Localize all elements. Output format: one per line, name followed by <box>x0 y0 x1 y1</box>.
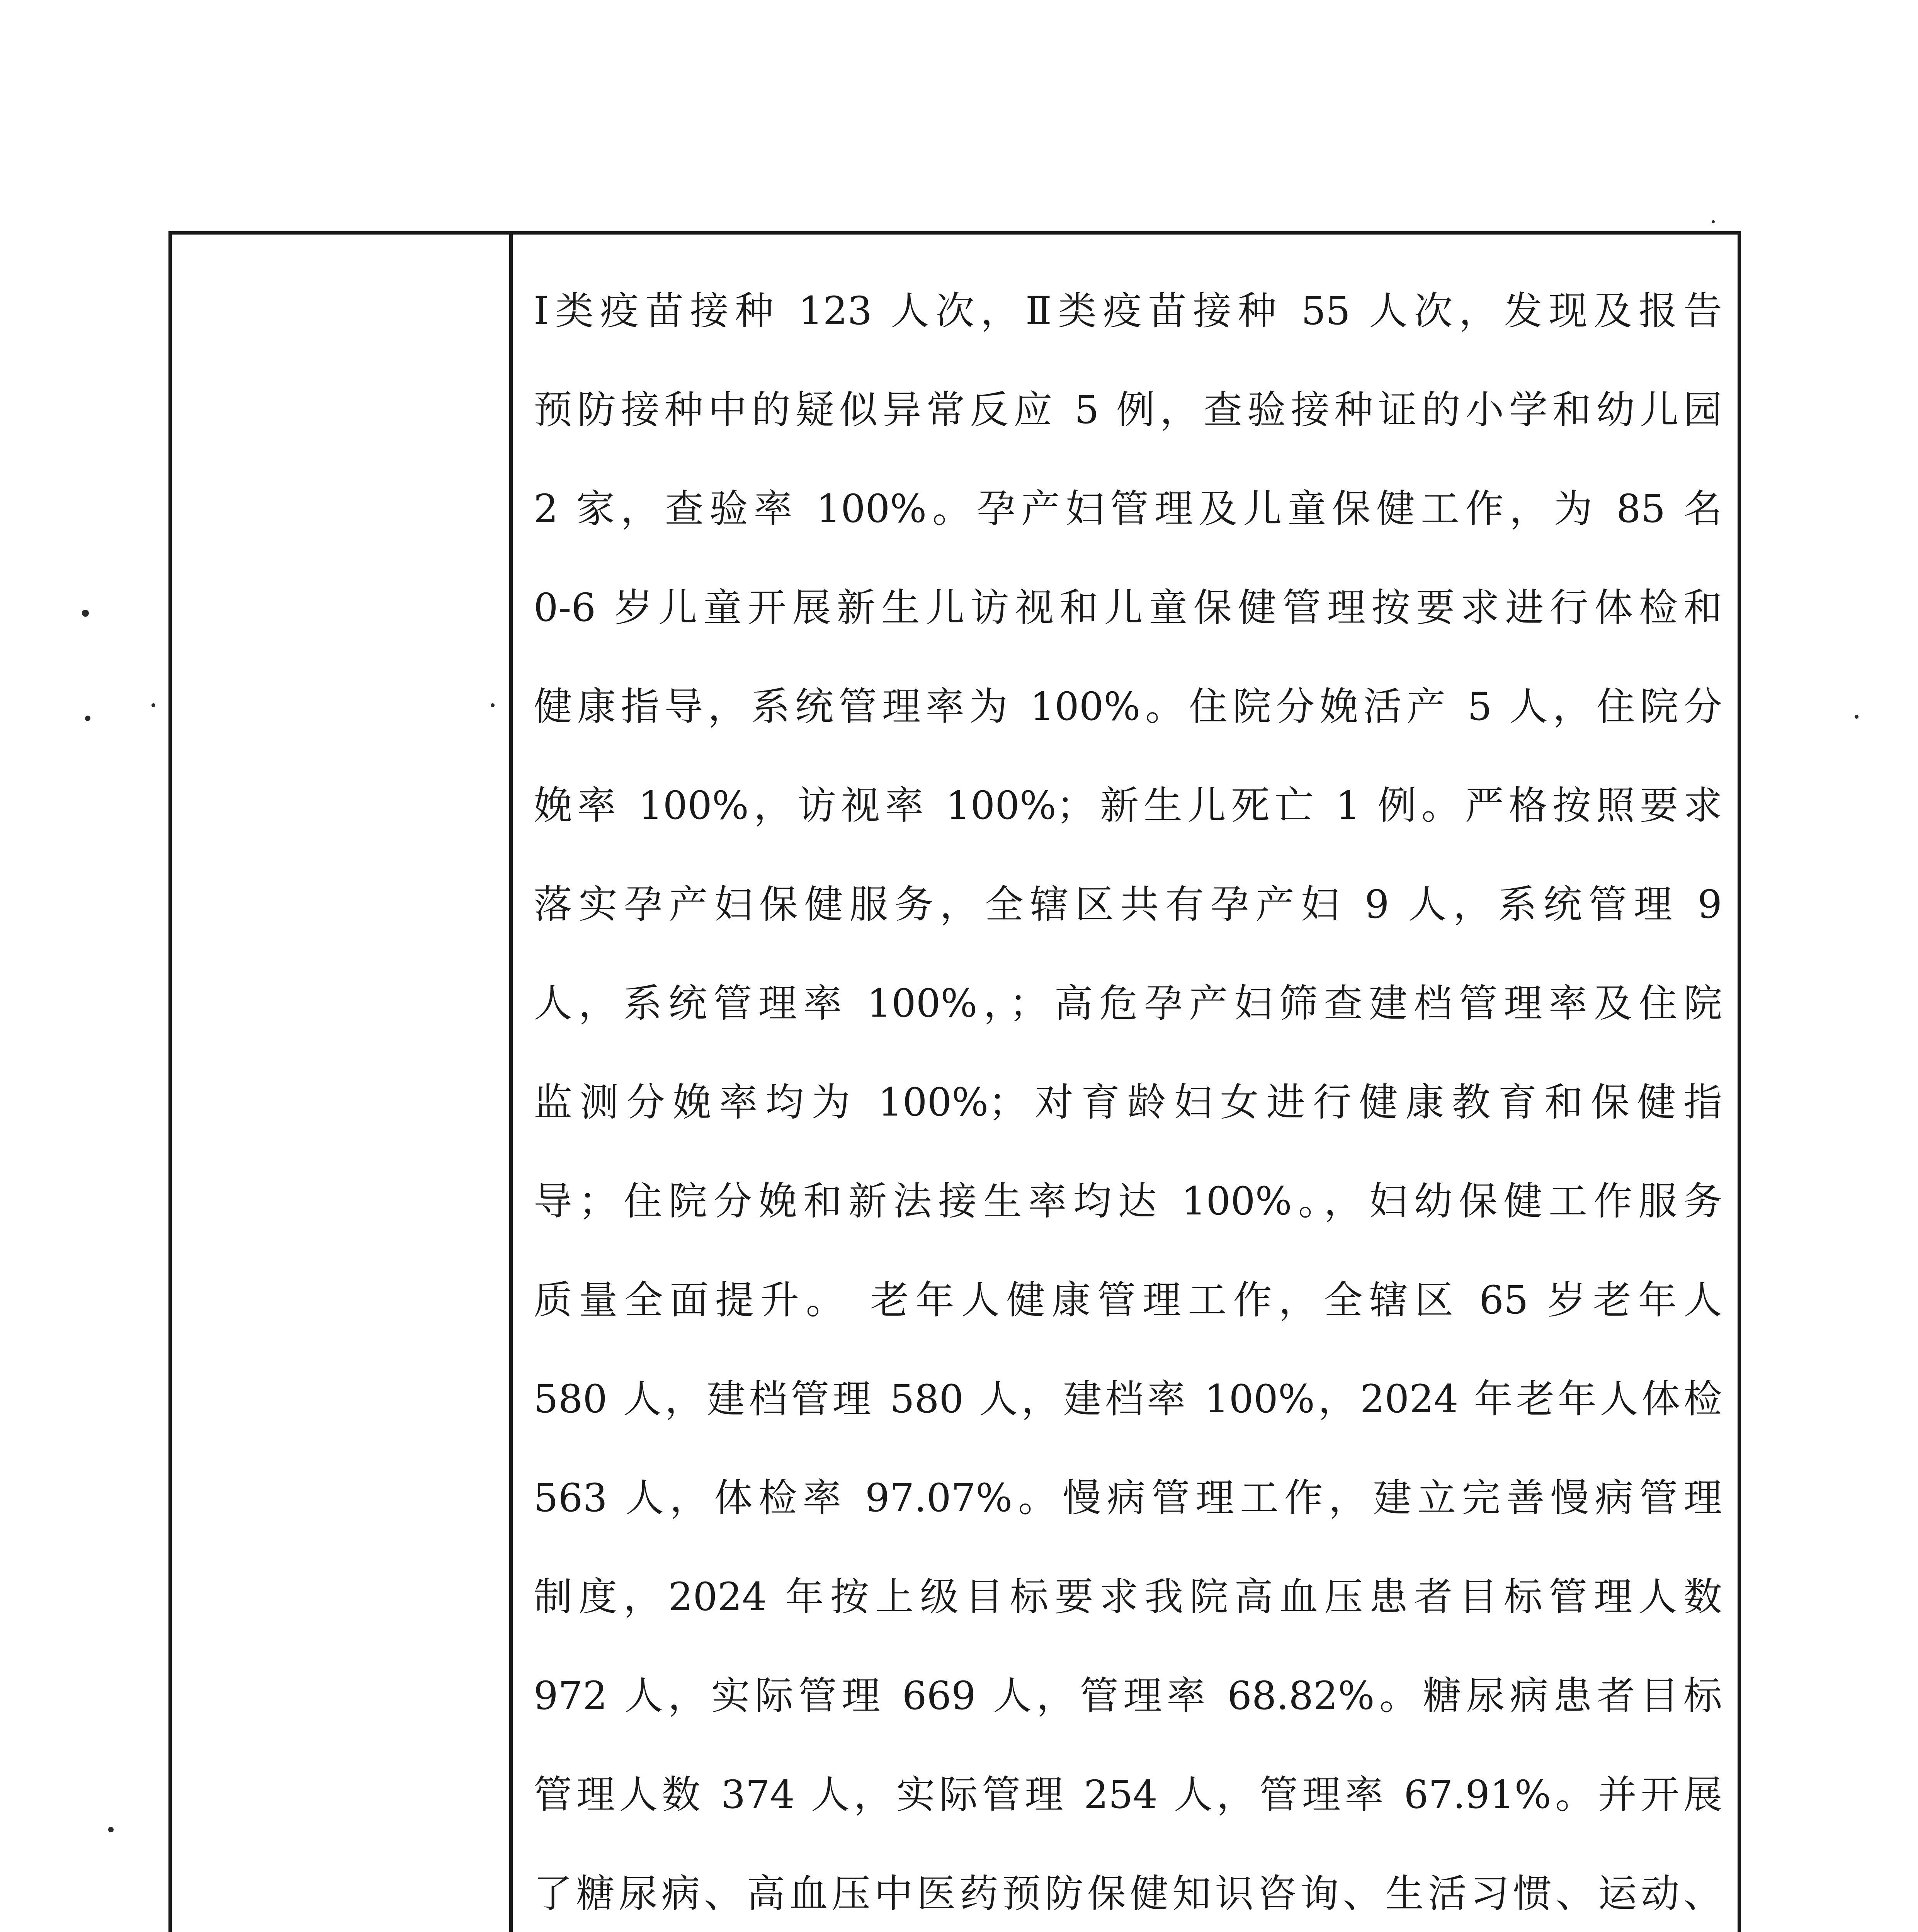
content-line: 580 人，建档管理 580 人，建档率 100%，2024 年老年人体检 <box>534 1376 1722 1422</box>
content-line: 972 人，实际管理 669 人，管理率 68.82%。糖尿病患者目标 <box>534 1673 1722 1718</box>
scan-speck <box>108 1827 114 1832</box>
content-line: 落实孕产妇保健服务，全辖区共有孕产妇 9 人，系统管理 9 <box>534 882 1722 927</box>
content-line: 563 人，体检率 97.07%。慢病管理工作，建立完善慢病管理 <box>534 1475 1722 1520</box>
content-line: 人，系统管理率 100%，；高危孕产妇筛查建档管理率及住院 <box>534 981 1722 1026</box>
document-table <box>168 231 1741 1932</box>
content-line: 了糖尿病、高血压中医药预防保健知识咨询、生活习惯、运动、 <box>534 1871 1722 1916</box>
content-line: 0-6 岁儿童开展新生儿访视和儿童保健管理按要求进行体检和 <box>534 585 1722 630</box>
content-line: Ⅰ类疫苗接种 123 人次，Ⅱ类疫苗接种 55 人次，发现及报告 <box>534 288 1722 333</box>
content-line: 制度，2024 年按上级目标要求我院高血压患者目标管理人数 <box>534 1574 1722 1619</box>
table-label-cell <box>172 235 513 1932</box>
scan-speck <box>491 703 495 707</box>
scan-speck <box>1712 220 1715 223</box>
content-line: 娩率 100%，访视率 100%；新生儿死亡 1 例。严格按照要求 <box>534 783 1722 828</box>
content-line: 2 家，查验率 100%。孕产妇管理及儿童保健工作，为 85 名 <box>534 486 1722 531</box>
content-line: 健康指导，系统管理率为 100%。住院分娩活产 5 人，住院分 <box>534 684 1722 729</box>
scan-speck <box>1855 715 1858 719</box>
scan-speck <box>85 716 90 721</box>
scan-speck <box>82 610 89 617</box>
scan-speck <box>151 703 155 707</box>
content-line: 质量全面提升。 老年人健康管理工作，全辖区 65 岁老年人 <box>534 1277 1722 1323</box>
content-line: 导；住院分娩和新法接生率均达 100%。，妇幼保健工作服务 <box>534 1179 1722 1224</box>
content-line: 管理人数 374 人，实际管理 254 人，管理率 67.91%。并开展 <box>534 1772 1722 1817</box>
table-content-cell <box>513 235 1738 1932</box>
content-line: 监测分娩率均为 100%；对育龄妇女进行健康教育和保健指 <box>534 1080 1722 1125</box>
content-line: 预防接种中的疑似异常反应 5 例，查验接种证的小学和幼儿园 <box>534 387 1722 432</box>
